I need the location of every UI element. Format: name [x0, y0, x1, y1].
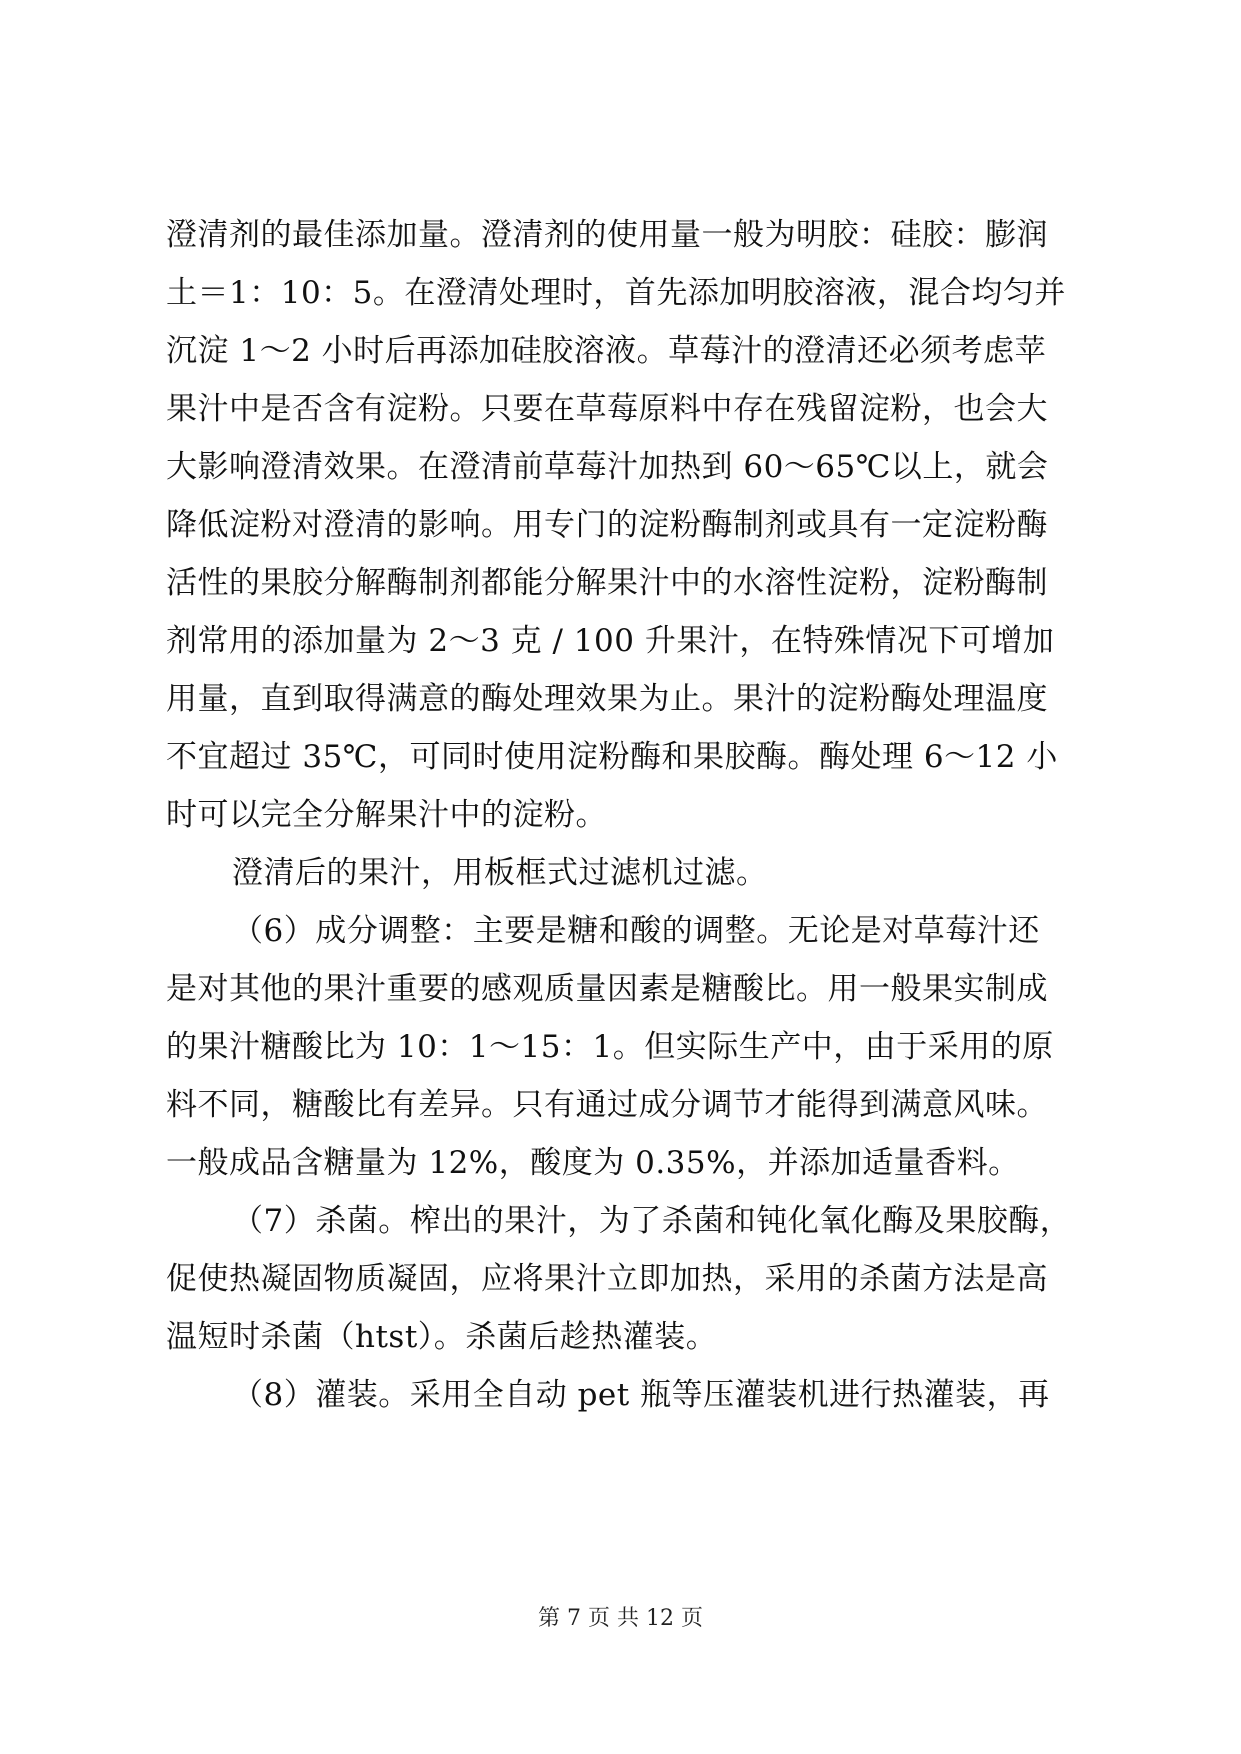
text-line-4: 果汁中是否含有淀粉。只要在草莓原料中存在残留淀粉，也会大 [166, 391, 1048, 427]
text-line-8: 剂常用的添加量为 2～3 克 / 100 升果汁，在特殊情况下可增加 [166, 623, 1055, 659]
text-line-6: 降低淀粉对澄清的影响。用专门的淀粉酶制剂或具有一定淀粉酶 [166, 507, 1048, 543]
text-line-1: 澄清剂的最佳添加量。澄清剂的使用量一般为明胶：硅胶：膨润 [166, 217, 1048, 253]
text-line-12: 澄清后的果汁，用板框式过滤机过滤。 [232, 855, 768, 891]
text-line-5: 大影响澄清效果。在澄清前草莓汁加热到 60～65℃以上，就会 [166, 449, 1049, 485]
text-line-14: 是对其他的果汁重要的感观质量因素是糖酸比。用一般果实制成 [166, 971, 1048, 1007]
text-line-9: 用量，直到取得满意的酶处理效果为止。果汁的淀粉酶处理温度 [166, 681, 1048, 717]
text-line-7: 活性的果胶分解酶制剂都能分解果汁中的水溶性淀粉，淀粉酶制 [166, 565, 1048, 601]
text-line-20: 温短时杀菌（htst）。杀菌后趁热灌装。 [166, 1319, 718, 1355]
text-line-21: （8）灌装。采用全自动 pet 瓶等压灌装机进行热灌装，再 [232, 1377, 1050, 1413]
page-number-footer: 第 7 页 共 12 页 [538, 1606, 703, 1631]
text-line-3: 沉淀 1～2 小时后再添加硅胶溶液。草莓汁的澄清还必须考虑苹 [166, 333, 1047, 369]
text-line-10: 不宜超过 35℃，可同时使用淀粉酶和果胶酶。酶处理 6～12 小 [166, 739, 1058, 775]
text-line-2: 土＝1：10：5。在澄清处理时，首先添加明胶溶液，混合均匀并 [166, 275, 1066, 311]
text-line-15: 的果汁糖酸比为 10：1～15：1。但实际生产中，由于采用的原 [166, 1029, 1054, 1065]
text-line-18: （7）杀菌。榨出的果汁，为了杀菌和钝化氧化酶及果胶酶， [232, 1203, 1072, 1239]
text-line-16: 料不同，糖酸比有差异。只有通过成分调节才能得到满意风味。 [166, 1087, 1048, 1123]
text-line-19: 促使热凝固物质凝固，应将果汁立即加热，采用的杀菌方法是高 [166, 1261, 1048, 1297]
text-line-17: 一般成品含糖量为 12%，酸度为 0.35%，并添加适量香料。 [166, 1145, 1020, 1181]
text-line-13: （6）成分调整：主要是糖和酸的调整。无论是对草莓汁还 [232, 913, 1040, 949]
text-line-11: 时可以完全分解果汁中的淀粉。 [166, 797, 607, 833]
